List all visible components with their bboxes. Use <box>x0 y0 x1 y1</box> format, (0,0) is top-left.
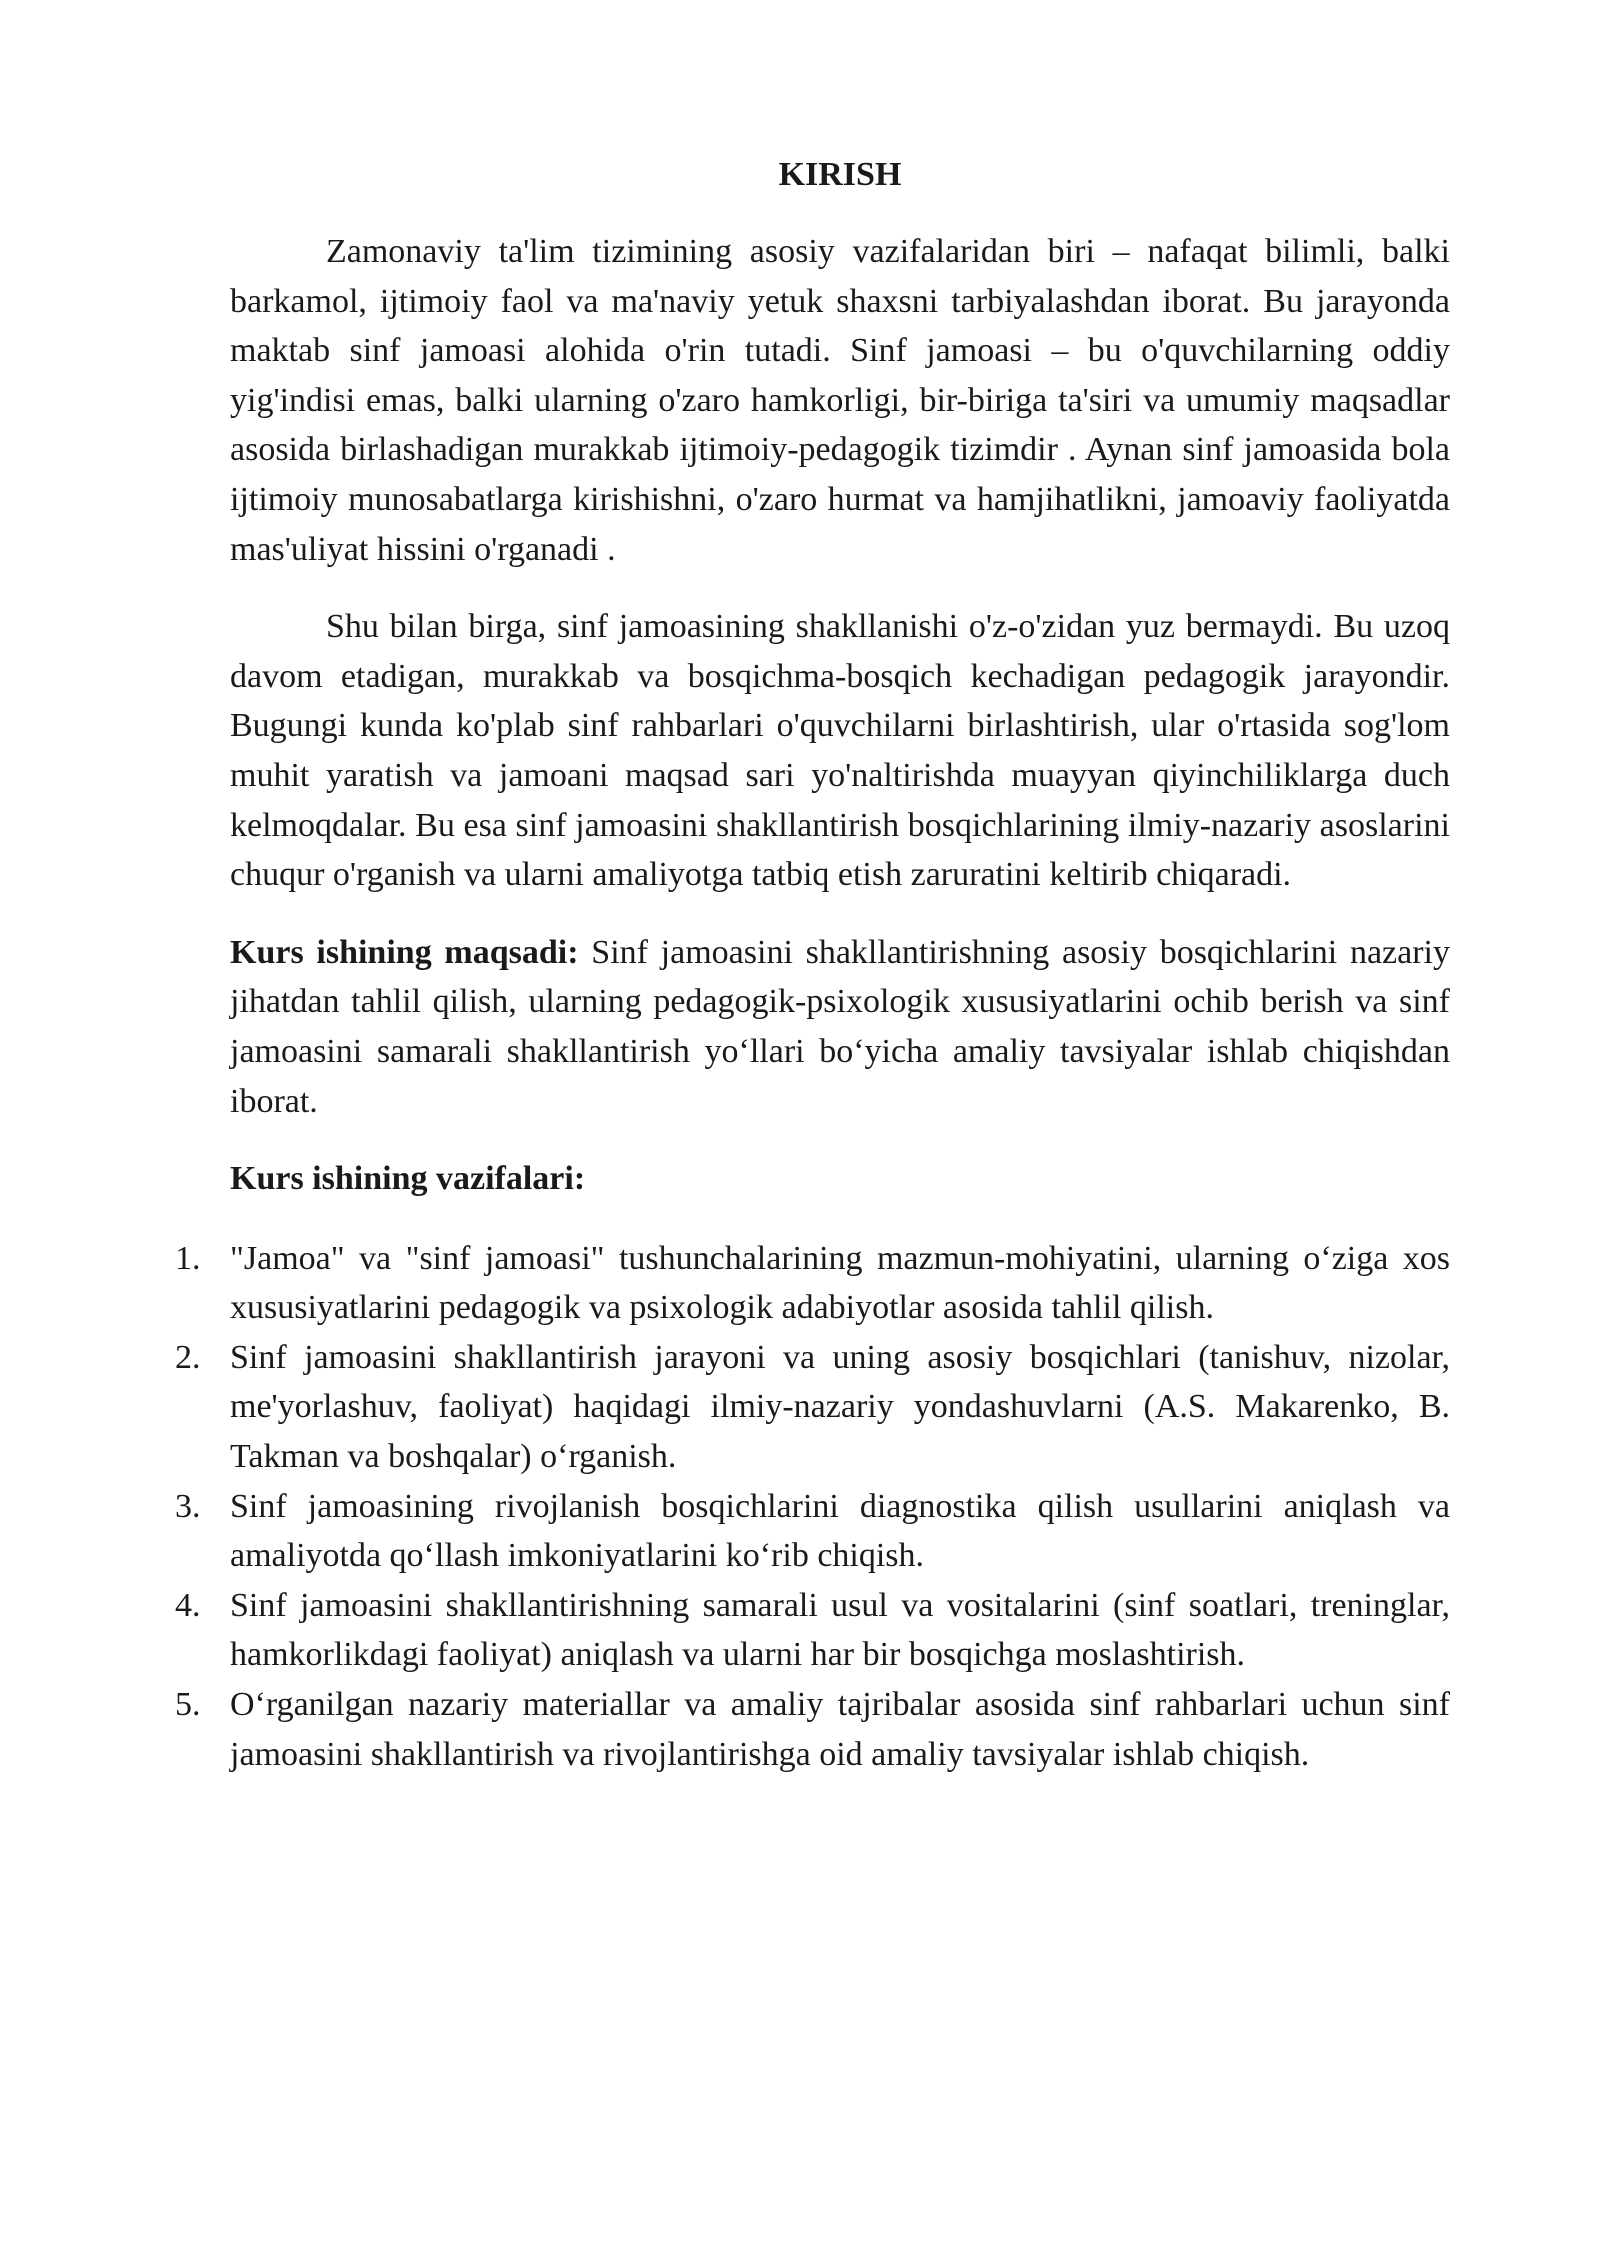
list-item-text: Sinf jamoasini shakllantirish jarayoni va uning asosiy bosqichlari (tanishuv, nizolar, me'yorlashuv, faoliyat) haqidagi ilmiy-nazariy yondashuvlarni (A.S. Makarenko, B. Takman va boshqalar) o‘rganish. <box>230 1338 1450 1476</box>
intro-paragraph-2: Shu bilan birga, sinf jamoasining shakllanishi o'z-o'zidan yuz bermaydi. Bu uzoq davom etadigan, murakkab va bosqichma-bosqich kechadigan pedagogik jarayondir. Bugungi kunda ko'plab sinf rahbarlari o'quvchilarni birlashtirish, ular o'rtasida sog'lom muhit yaratish va jamoani maqsad sari yo'naltirishda muayyan qiyinchiliklarga duch kelmoqdalar. Bu esa sinf jamoasini shakllantirish bosqichlarining ilmiy-nazariy asoslarini chuqur o'rganish va ularni amaliyotga tatbiq etish zaruratini keltirib chiqaradi. <box>230 608 1450 894</box>
list-item <box>175 1234 1450 1333</box>
list-item <box>175 1581 1450 1680</box>
list-item-text: "Jamoa" va "sinf jamoasi" tushunchalarining mazmun-mohiyatini, ularning o‘ziga xos xususiyatlarini pedagogik va psixologik adabiyotlar asosida tahlil qilish. <box>230 1239 1450 1327</box>
goal-paragraph <box>230 928 1450 1126</box>
list-item <box>175 1482 1450 1581</box>
tasks-list <box>175 1234 1450 1780</box>
goal-text: Sinf jamoasini shakllantirishning asosiy bosqichlarini nazariy jihatdan tahlil qilish, ularning pedagogik-psixologik xususiyatlarini ochib berish va sinf jamoasini samarali shakllantirish yo‘llari bo‘yicha amaliy tavsiyalar ishlab chiqishdan iborat. <box>230 933 1450 1120</box>
page-title: KIRISH <box>778 156 902 193</box>
document-page <box>175 145 1450 1779</box>
list-item-text: Sinf jamoasini shakllantirishning samarali usul va vositalarini (sinf soatlari, treninglar, hamkorlikdagi faoliyat) aniqlash va ularni har bir bosqichga moslashtirish. <box>230 1586 1450 1674</box>
list-item-text: Sinf jamoasining rivojlanish bosqichlarini diagnostika qilish usullarini aniqlash va amaliyotda qo‘llash imkoniyatlarini ko‘rib chiqish. <box>230 1487 1450 1575</box>
list-item-number: 1. <box>175 1239 201 1277</box>
list-item-number: 3. <box>175 1487 201 1525</box>
goal-label: Kurs ishining maqsadi: <box>230 933 579 971</box>
list-item <box>175 1680 1450 1779</box>
list-item-text: O‘rganilgan nazariy materiallar va amaliy tajribalar asosida sinf rahbarlari uchun sinf jamoasini shakllantirish va rivojlantirishga oid amaliy tavsiyalar ishlab chiqish. <box>230 1686 1450 1773</box>
intro-paragraph-1: Zamonaviy ta'lim tizimining asosiy vazifalaridan biri – nafaqat bilimli, balki barkamol, ijtimoiy faol va ma'naviy yetuk shaxsni tarbiyalashdan iborat. Bu jarayonda maktab sinf jamoasi alohida o'rin tutadi. Sinf jamoasi – bu o'quvchilarning oddiy yig'indisi emas, balki ularning o'zaro hamkorligi, bir-biriga ta'siri va umumiy maqsadlar asosida birlashadigan murakkab ijtimoiy-pedagogik tizimdir . Aynan sinf jamoasida bola ijtimoiy munosabatlarga kirishishni, o'zaro hurmat va hamjihatlikni, jamoaviy faoliyatda mas'uliyat hissini o'rganadi . <box>230 233 1450 568</box>
list-item <box>175 1333 1450 1482</box>
list-item-number: 4. <box>175 1586 201 1624</box>
list-item-number: 2. <box>175 1338 201 1376</box>
list-item-number: 5. <box>175 1686 201 1724</box>
tasks-heading: Kurs ishining vazifalari: <box>230 1160 586 1198</box>
